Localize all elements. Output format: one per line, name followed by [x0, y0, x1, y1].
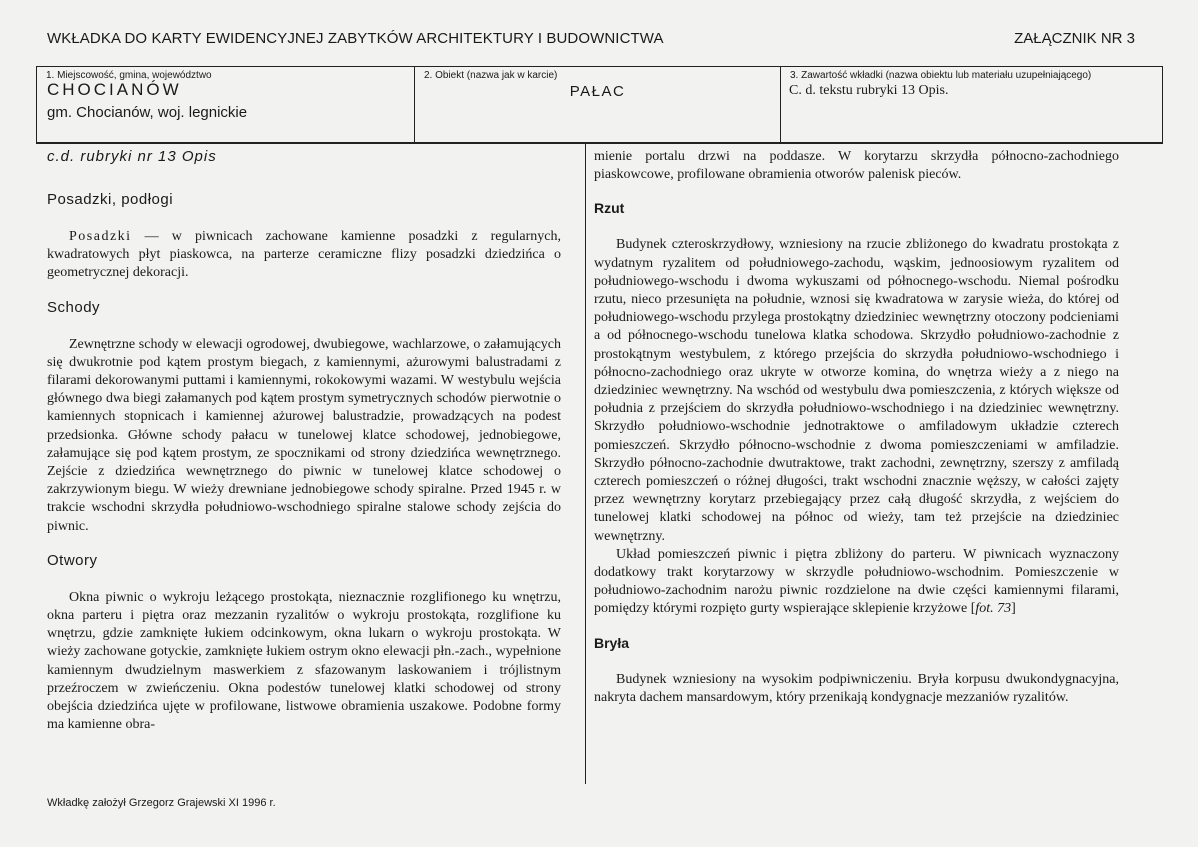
- floors-body: — w piwnicach zachowane kamienne posadzki z regularnych, kwadratowych płyt piaskowca, na parterze ceramiczne flizy posadzki dziedzińca o geometrycznej dekoracji.: [47, 229, 561, 281]
- author-footer: Wkładkę założył Grzegorz Grajewski XI 1996 r.: [47, 797, 276, 809]
- content-label: 3. Zawartość wkładki (nazwa obiektu lub materiału uzupełniającego): [790, 70, 1092, 81]
- plan-2-body: Układ pomieszczeń piwnic i piętra zbliżony do parteru. W piwnicach wyznaczony dodatkowy trakt korytarzowy w skrzydle południowo-wschodnim. Pomieszczenie w południowo-zachodnim narożu piwnic rozdzielone na dwie części kamiennymi filarami, pomiędzy którymi rozpięto gurty wspierające sklepienie krzyżowe: [594, 546, 1119, 617]
- object-cell: [415, 67, 781, 142]
- floors-lead-word: Posadzki: [69, 229, 132, 244]
- content-cell: [781, 67, 1162, 142]
- figure-reference: fot. 73: [975, 601, 1012, 617]
- section-text-stairs: Zewnętrzne schody w elewacji ogrodowej, dwubiegowe, wachlarzowe, o załamujących się dwukrotnie pod kątem prostym biegach, z kamiennymi, ażurowymi balustradami z filarami dekorowanymi puttami i kamiennymi, rokokowymi wazami. W westybulu wejścia głównego dwa biegi załamanych pod kątem prostym symetrycznych schodów pierwotnie o kamiennych stopnicach i kamiennej ażurowej balustradzie, prowadzących na podest przedsionka. Główne schody pałacu w tunelowej klatce schodowej, jednobiegowe, załamujące się pod kątem prostym, ze spocznikami od strony dziedzińca wewnętrznego. Zejście z dziedzińca wewnętrznego do piwnic w tunelowej klatce schodowej o zakrzywionym biegu. W wieży drewniane jednobiegowe schody spiralne. Przed 1945 r. w trakcie wschodni skrzydła południowo-wschodniego spiralne stalowe schody zejścia do piwnic.: [47, 336, 561, 534]
- left-column: [47, 148, 561, 750]
- section-heading-massing: Bryła: [594, 634, 630, 651]
- section-text-floors: [47, 228, 561, 283]
- column-divider: [585, 144, 586, 784]
- document-header-title: WKŁADKA DO KARTY EWIDENCYJNEJ ZABYTKÓW ARCHITEKTURY I BUDOWNICTWA: [47, 30, 664, 47]
- locality-value: CHOCIANÓW: [47, 80, 182, 99]
- section-heading-stairs: Schody: [47, 298, 101, 316]
- continuation-note: c.d. rubryki nr 13 Opis: [47, 148, 217, 165]
- section-text-plan-1: Budynek czteroskrzydłowy, wzniesiony na rzucie zbliżonego do kwadratu prostokąta z wydatnym ryzalitem od południowego-zachodu, wąskim, jednoosiowym ryzalitem od południowego-wschodu i dwoma wykuszami od północnego-wschodu. Niemal pośrodku rzutu, nieco przesunięta na południe, wznosi się kwadratowa w zarysie wieża, do której od południowego-wschodu przylega prostokątny dziedziniec wewnętrzny otoczony podcieniami a od północnego-wschodu tunelowa klatka schodowa. Skrzydło południowo-zachodnie z prostokątnym westybulem, z którego przejścia do skrzydła południowo-wschodniego i północno-zachodniego oraz ukryte w otworze komina, do wnętrza wieży a z niego na dziedziniec wewnętrzny. Na wschód od westybulu dwa pomieszczenia, z których większe od południa z przejściem do skrzydła południowo-wschodniego i na dziedziniec wewnętrzny. Skrzydło południowo-wschodnie jednotraktowe o amfiladowym układzie czterech pomieszczeń. Skrzydło północno-wschodnie z dwoma pomieszczeniami w amfiladzie. Skrzydło północno-zachodnie dwutraktowe, trakt zachodni, zewnętrzny, szerszy z amfiladą czterech pomieszczeń o różnej długości, trakt wschodni znacznie węższy, w całości zajęty przez wewnętrzny korytarz przebiegający przez całą długość skrzydła, z wejściem do tunelowej klatki schodowej na północ od wieży, tam też przejście na dziedziniec wewnętrzny.: [594, 237, 1119, 544]
- annex-number: ZAŁĄCZNIK NR 3: [1014, 30, 1135, 47]
- object-value: PAŁAC: [569, 83, 626, 100]
- section-text-massing: Budynek wzniesiony na wysokim podpiwniczeniu. Bryła korpusu dwukondygnacyjna, nakryta dachem mansardowym, który przenikają kondygnacje mezzaniów ryzalitów.: [594, 671, 1119, 705]
- object-label: 2. Obiekt (nazwa jak w karcie): [424, 70, 558, 81]
- section-heading-plan: Rzut: [594, 200, 625, 217]
- locality-cell: [37, 67, 415, 142]
- section-text-plan-2: Układ pomieszczeń piwnic i piętra zbliżony do parteru. W piwnicach wyznaczony dodatkowy trakt korytarzowy w skrzydle południowo-wschodnim. Pomieszczenie w południowo-zachodnim narożu piwnic rozdzielone na dwie części kamiennymi filarami, pomiędzy którymi rozpięto gurty wspierające sklepienie krzyżowe [fot. 73]: [594, 546, 1119, 617]
- section-text-openings: Okna piwnic o wykroju leżącego prostokąta, nieznacznie rozglifionego ku wnętrzu, okna parteru i piętra oraz mezzanin ryzalitów o wykroju prostokąta, rozglifione ku wnętrzu, gdzie zamknięte łukiem odcinkowym, okna lukarn o wykroju prostokąta. W wieży zachowane gotyckie, zamknięte łukiem ostrym okno elewacji płn.-zach., wypełnione kamiennym dwudzielnym maswerkiem z sfazowanym laskowaniem i trójlistnym przeźroczem w zwieńczeniu. Okna podestów tunelowej klatki schodowej od strony obejścia dziedzińca ujęte w profilowane, listwowe obramienia uszakowe. Podobne formy ma kamienne obra-: [47, 589, 561, 733]
- section-heading-floors: Posadzki, podłogi: [47, 191, 174, 208]
- content-value: C. d. tekstu rubryki 13 Opis.: [789, 83, 949, 98]
- locality-commune: gm. Chocianów, woj. legnickie: [47, 104, 248, 121]
- section-heading-openings: Otwory: [47, 551, 98, 569]
- header-fields-table: [36, 66, 1163, 144]
- locality-label: 1. Miejscowość, gmina, województwo: [46, 70, 212, 81]
- right-column: [594, 148, 1119, 723]
- continued-text: mienie portalu drzwi na poddasze. W korytarzu skrzydła północno-zachodniego piaskowcowe, profilowane obramienia otworów palenisk pieców.: [594, 149, 1119, 183]
